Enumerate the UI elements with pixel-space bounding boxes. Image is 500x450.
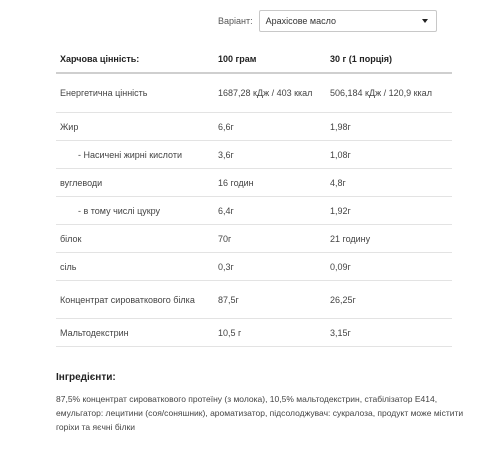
table-row [56, 225, 452, 253]
nutrient-per-100g: 87,5г [214, 281, 326, 319]
table-row [56, 141, 452, 169]
ingredients-section [56, 372, 466, 434]
ingredients-text: 87,5% концентрат сироваткового протеїну (з молока), 10,5% мальтодекстрин, стабілізатор Е414, емульгатор: лецитини (соя/соняшник), ароматизатор, підсолоджувач: сукралоза, продукт може містити горіхи та яєчні білки [56, 394, 464, 432]
nutrient-per-100g: 6,6г [214, 113, 326, 141]
table-row [56, 197, 452, 225]
nutrient-per-100g: 1687,28 кДж / 403 ккал [214, 73, 326, 113]
nutrient-per-serving: 1,92г [326, 197, 452, 225]
nutrient-per-serving: 0,09г [326, 253, 452, 281]
nutrient-per-100g: 70г [214, 225, 326, 253]
table-row [56, 253, 452, 281]
nutrient-name: Концентрат сироваткового білка [56, 281, 214, 319]
nutrient-per-100g: 3,6г [214, 141, 326, 169]
nutrient-name: сіль [56, 253, 214, 281]
nutrient-per-serving: 3,15г [326, 319, 452, 347]
nutrient-name: - в тому числі цукру [56, 197, 214, 225]
nutrient-name: вуглеводи [56, 169, 214, 197]
nutrient-name: - Насичені жирні кислоти [56, 141, 214, 169]
table-row [56, 281, 452, 319]
nutrient-per-100g: 16 годин [214, 169, 326, 197]
variant-label: Варіант: [218, 16, 253, 26]
nutrient-per-100g: 10,5 г [214, 319, 326, 347]
nutrition-header-row [56, 45, 452, 73]
header-per-100g: 100 грам [214, 45, 326, 73]
nutrient-per-100g: 6,4г [214, 197, 326, 225]
table-row [56, 319, 452, 347]
ingredients-title: Інгредієнти: [56, 372, 116, 383]
chevron-down-icon[interactable] [422, 19, 428, 23]
nutrient-name: білок [56, 225, 214, 253]
nutrient-name: Енергетична цінність [56, 73, 214, 113]
nutrient-per-serving: 1,08г [326, 141, 452, 169]
nutrient-per-serving: 506,184 кДж / 120,9 ккал [326, 73, 452, 113]
table-row [56, 169, 452, 197]
nutrient-per-100g: 0,3г [214, 253, 326, 281]
table-row [56, 113, 452, 141]
nutrient-per-serving: 1,98г [326, 113, 452, 141]
nutrient-per-serving: 21 годину [326, 225, 452, 253]
variant-selector-row [218, 10, 437, 32]
nutrient-per-serving: 4,8г [326, 169, 452, 197]
nutrient-name: Жир [56, 113, 214, 141]
header-nutrient: Харчова цінність: [56, 45, 214, 73]
nutrition-table [56, 45, 452, 347]
nutrient-per-serving: 26,25г [326, 281, 452, 319]
nutrient-name: Мальтодекстрин [56, 319, 214, 347]
table-row [56, 73, 452, 113]
variant-select[interactable] [259, 10, 437, 32]
header-per-serving: 30 г (1 порція) [326, 45, 452, 73]
variant-selected-value: Арахісове масло [265, 16, 336, 26]
